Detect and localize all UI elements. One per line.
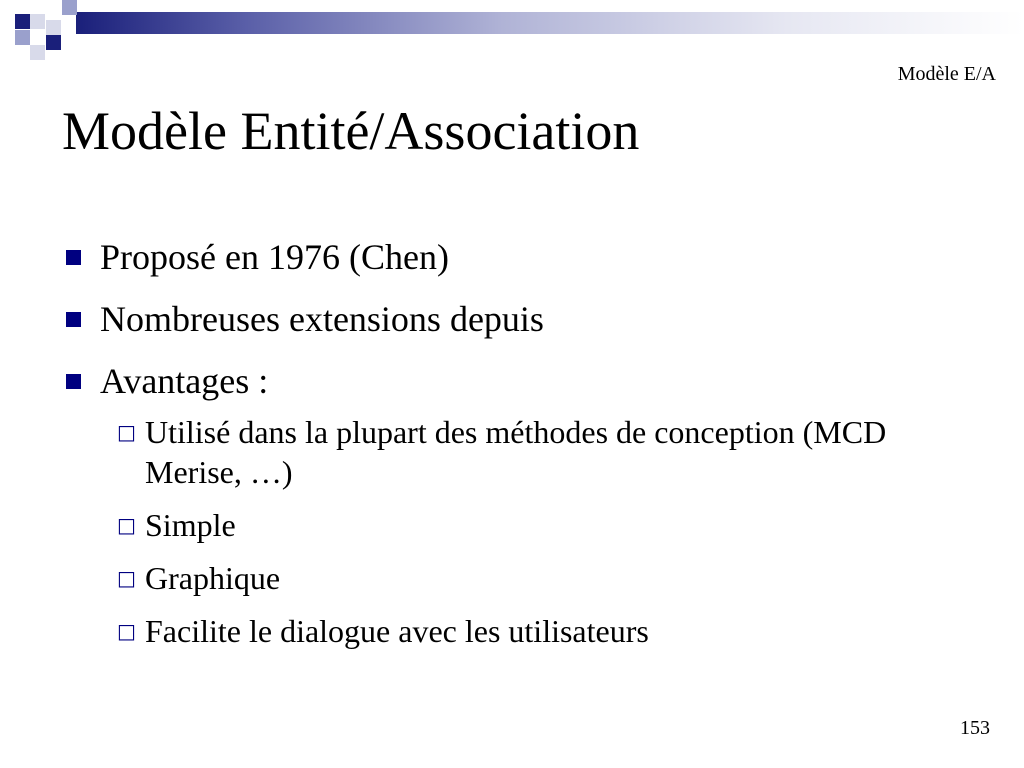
- subbullet-text: Utilisé dans la plupart des méthodes de conception (MCD Merise, …): [145, 414, 887, 490]
- slide-title: Modèle Entité/Association: [62, 101, 640, 161]
- bullet-item: [64, 350, 984, 412]
- bullet-text: Avantages :: [100, 361, 269, 401]
- subbullet-container: [64, 412, 984, 651]
- subbullet-item: [116, 505, 984, 545]
- decor-square: [30, 14, 45, 29]
- subbullet-item: [116, 412, 984, 492]
- header-label: Modèle E/A: [897, 63, 996, 85]
- decor-square: [46, 35, 61, 50]
- bullet-text: Proposé en 1976 (Chen): [100, 237, 449, 277]
- decor-square: [15, 14, 30, 29]
- gradient-bar: [76, 12, 1024, 34]
- decor-square: [46, 20, 61, 35]
- square-bullet-icon: [66, 374, 81, 389]
- hollow-square-icon: □: [117, 513, 136, 537]
- bullet-item: [64, 226, 984, 288]
- decor-square: [30, 45, 45, 60]
- square-bullet-icon: [66, 250, 81, 265]
- page-number: 153: [960, 717, 990, 739]
- subbullet-item: [116, 611, 984, 651]
- bullet-list: [64, 226, 984, 664]
- square-bullet-icon: [66, 312, 81, 327]
- subbullet-text: Facilite le dialogue avec les utilisateurs: [145, 613, 649, 649]
- subbullet-list: [116, 412, 984, 651]
- subbullet-item: [116, 558, 984, 598]
- bullet-text: Nombreuses extensions depuis: [100, 299, 544, 339]
- hollow-square-icon: □: [117, 619, 136, 643]
- hollow-square-icon: □: [117, 420, 136, 444]
- decor-square: [62, 0, 77, 15]
- decor-square: [15, 30, 30, 45]
- bullet-item: [64, 288, 984, 350]
- subbullet-text: Simple: [145, 507, 236, 543]
- hollow-square-icon: □: [117, 566, 136, 590]
- subbullet-text: Graphique: [145, 560, 281, 596]
